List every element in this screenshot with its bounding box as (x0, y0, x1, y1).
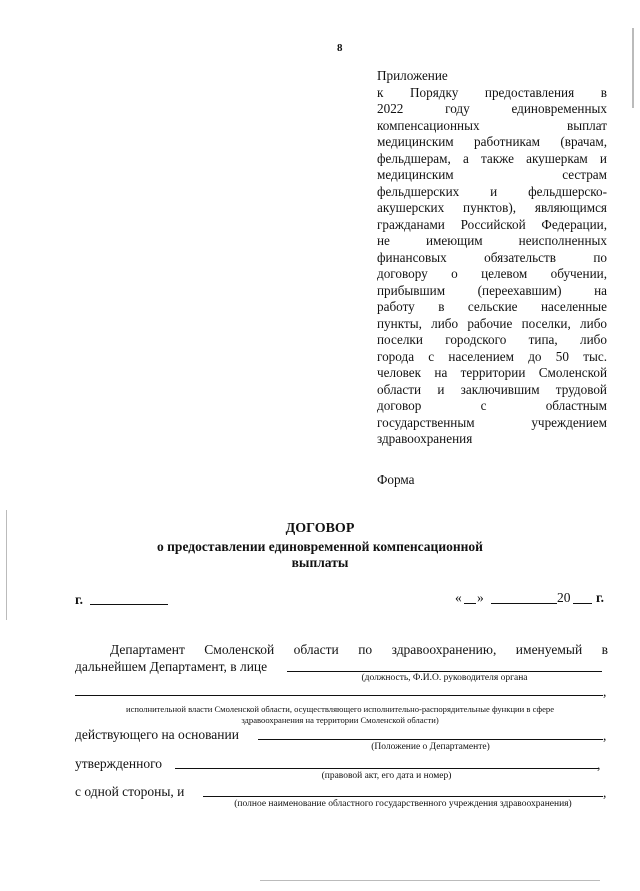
contract-subtitle: о предоставлении единовременной компенсационной (157, 539, 483, 554)
appendix-line: медицинским сестрам (377, 167, 607, 182)
appendix-line: финансовых обязательств по (377, 249, 607, 265)
one-side-label: с одной стороны, и (75, 784, 185, 799)
scan-margin-mark (632, 28, 634, 108)
appendix-line: поселки городского типа, либо (377, 332, 607, 347)
representative-field-continued[interactable] (75, 695, 603, 696)
approved-label: утвержденного (75, 756, 163, 771)
year-field[interactable] (573, 603, 592, 604)
comma: , (597, 757, 601, 772)
year-suffix: г. (596, 590, 604, 605)
appendix-line: здравоохранения (377, 431, 473, 446)
year-prefix: 20 (557, 590, 571, 605)
representative-field[interactable] (287, 671, 602, 672)
acting-basis-caption: (Положение о Департаменте) (371, 742, 490, 752)
approved-caption: (правовой акт, его дата и номер) (321, 771, 452, 781)
appendix-line: не имеющим неисполненных (377, 233, 607, 248)
acting-basis-field[interactable] (258, 739, 603, 740)
appendix-line: области и заключившим трудовой (377, 381, 607, 397)
appendix-line: фельдшерам, а также акушеркам и (377, 150, 607, 166)
approved-field[interactable] (175, 768, 598, 769)
body-line-2: дальнейшем Департамент, в лице (75, 659, 268, 674)
representative-caption: (должность, Ф.И.О. руководителя органа (361, 673, 528, 683)
appendix-line: договору о целевом обучении, (377, 266, 607, 281)
appendix-line: гражданами Российской Федерации, (377, 216, 607, 232)
contract-subtitle: выплаты (291, 555, 349, 570)
institution-caption: (полное наименование областного государственного учреждения здравоохранения) (234, 799, 572, 809)
appendix-line: Приложение (377, 68, 448, 83)
appendix-block (377, 68, 607, 448)
scan-bottom-line (260, 880, 600, 881)
appendix-line: работу в сельские населенные (377, 299, 607, 314)
day-field[interactable] (464, 603, 476, 604)
appendix-line: компенсационных выплат (377, 117, 607, 133)
appendix-line: города с населением до 50 тыс. (377, 348, 607, 364)
appendix-line: пункты, либо рабочие поселки, либо (377, 315, 607, 331)
appendix-line: государственным учреждением (377, 414, 607, 430)
date-open-quote: « (455, 590, 462, 605)
comma: , (603, 684, 607, 699)
appendix-line: акушерских пунктов), являющимся (377, 200, 607, 215)
institution-field[interactable] (203, 796, 603, 797)
page-number: 8 (337, 42, 343, 54)
city-field[interactable] (90, 604, 168, 605)
authority-caption: здравоохранения на территории Смоленской области) (241, 715, 439, 725)
comma: , (603, 728, 607, 743)
contract-title: ДОГОВОР (285, 521, 355, 536)
month-field[interactable] (491, 603, 557, 604)
authority-caption: исполнительной власти Смоленской области, осуществляющего исполнительно-распорядительные функции в сфере (125, 704, 555, 714)
date-close-quote: » (477, 590, 484, 605)
appendix-line: фельдшерских и фельдшерско- (377, 183, 607, 199)
appendix-line: к Порядку предоставления в (377, 84, 607, 100)
city-prefix: г. (75, 592, 83, 607)
appendix-line: договор с областным (377, 398, 607, 413)
comma: , (603, 785, 607, 800)
appendix-line: человек на территории Смоленской (377, 365, 607, 380)
appendix-line: 2022 году единовременных (377, 101, 607, 116)
body-line-1: Департамент Смоленской области по здравоохранению, именуемый в (110, 642, 608, 657)
acting-basis-label: действующего на основании (75, 727, 239, 742)
appendix-line: медицинским работникам (врачам, (377, 134, 607, 149)
appendix-line: прибывшим (переехавшим) на (377, 282, 607, 298)
form-label: Форма (377, 472, 415, 487)
